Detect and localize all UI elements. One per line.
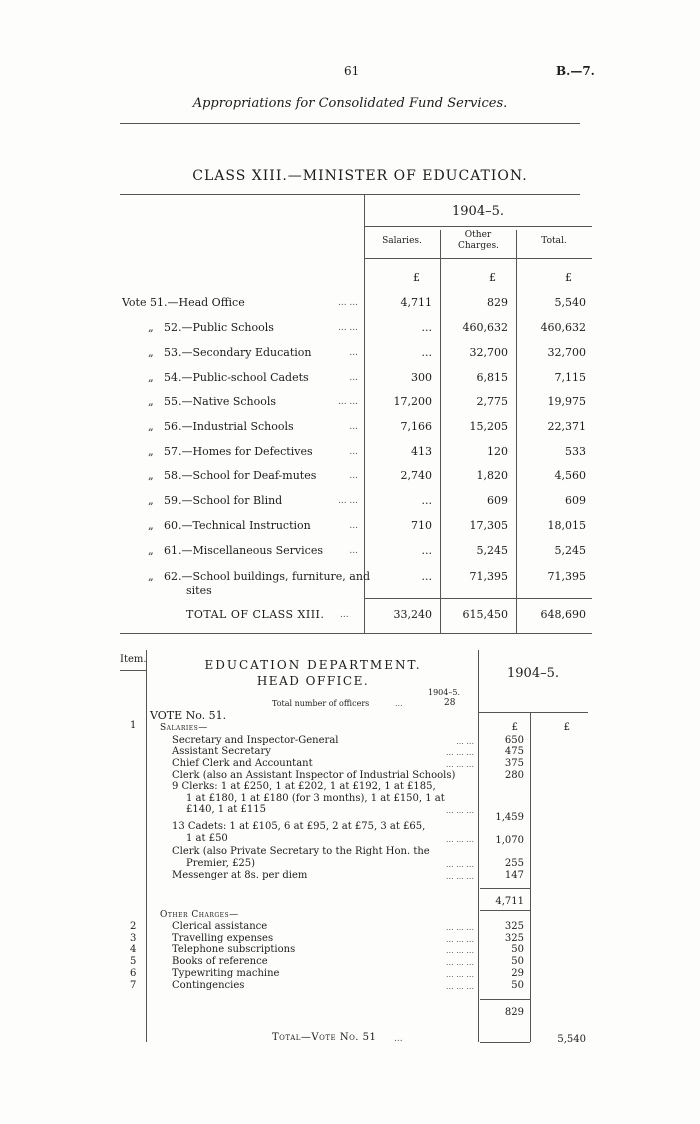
- leader-dots: ... ... ...: [446, 946, 474, 955]
- leader-dots: ... ... ...: [446, 835, 474, 844]
- other-cell: 120: [487, 445, 508, 458]
- total-amount-col-rule: [530, 712, 531, 1042]
- other-line: Travelling expenses: [172, 933, 274, 944]
- leader-dots: ... ... ...: [446, 923, 474, 932]
- item-number: 6: [130, 968, 137, 979]
- leader-dots: ...: [349, 546, 358, 556]
- other-cell: 32,700: [469, 346, 508, 359]
- salaries-subtotal: 4,711: [495, 896, 524, 907]
- leader-dots: ...: [394, 1034, 403, 1044]
- ditto-mark: „: [148, 494, 154, 507]
- other-cell: 1,820: [476, 469, 508, 482]
- salary-line: Messenger at 8s. per diem: [172, 870, 308, 881]
- vote-total: 5,540: [557, 1034, 586, 1045]
- other-amount: 325: [504, 921, 524, 932]
- other-amount: 50: [511, 980, 524, 991]
- class-title: CLASS XIII.—MINISTER OF EDUCATION.: [192, 168, 528, 184]
- table-left-rule: [364, 195, 365, 633]
- dept-subtitle: HEAD OFFICE.: [256, 674, 370, 688]
- ditto-mark: „: [148, 570, 154, 583]
- salaries-cell: ...: [421, 494, 432, 507]
- total-cell: 5,245: [554, 544, 586, 557]
- salaries-cell: 413: [411, 445, 432, 458]
- other-cell: 6,815: [476, 371, 508, 384]
- page-subtitle: Appropriations for Consolidated Fund Services.: [192, 96, 508, 111]
- ditto-mark: „: [148, 469, 154, 482]
- leader-dots: ... ...: [337, 298, 358, 308]
- total-cell: 22,371: [547, 420, 586, 433]
- other-line: Clerical assistance: [172, 921, 268, 932]
- total-other: 615,450: [462, 608, 508, 621]
- salary-amount: 1,070: [495, 835, 524, 846]
- leader-dots: ... ...: [337, 496, 358, 506]
- ditto-mark: „: [148, 519, 154, 532]
- salary-amount: 147: [504, 870, 524, 881]
- other-amount: 50: [511, 956, 524, 967]
- page-number: 61: [344, 64, 360, 78]
- col-salaries-header: Salaries.: [382, 236, 422, 246]
- salary-line: 13 Cadets: 1 at £105, 6 at £95, 2 at £75, 3 at £65,: [172, 821, 426, 832]
- header-rule: [120, 123, 580, 124]
- class-year: 1904–5.: [452, 204, 504, 219]
- salaries-cell: ...: [421, 570, 432, 583]
- leader-dots: ...: [349, 447, 358, 457]
- salaries-cell: 4,711: [400, 296, 432, 309]
- leader-dots: ...: [340, 610, 349, 620]
- col-other-header: Other Charges.: [458, 230, 499, 251]
- salaries-cell: ...: [421, 346, 432, 359]
- salary-amount: 1,459: [495, 812, 524, 823]
- salary-line: 9 Clerks: 1 at £250, 1 at £202, 1 at £192, 1 at £185,: [172, 781, 436, 792]
- item-header-rule: [120, 670, 146, 671]
- class-row-label: 55.—Native Schools: [164, 395, 277, 408]
- salaries-cell: 300: [411, 371, 432, 384]
- class-row-label: 61.—Miscellaneous Services: [164, 544, 323, 557]
- salary-amount: 375: [504, 758, 524, 769]
- salary-line: Chief Clerk and Accountant: [172, 758, 313, 769]
- leader-dots: ... ... ...: [446, 806, 474, 815]
- class-row-label-cont: sites: [186, 584, 212, 597]
- leader-dots: ...: [349, 373, 358, 383]
- ditto-mark: „: [148, 420, 154, 433]
- total-cell: 4,560: [554, 469, 586, 482]
- dept-year: 1904–5.: [507, 666, 559, 681]
- leader-dots: ...: [395, 699, 403, 708]
- class-row-label: 52.—Public Schools: [164, 321, 274, 334]
- salary-line: 1 at £180, 1 at £180 (for 3 months), 1 at £150, 1 at: [186, 793, 445, 804]
- col-total-header: Total.: [541, 236, 567, 246]
- leader-dots: ... ... ...: [446, 860, 474, 869]
- salary-line: £140, 1 at £115: [186, 804, 266, 815]
- salary-amount: 475: [504, 746, 524, 757]
- other-charges-heading: Other Charges—: [160, 910, 239, 920]
- total-total: 648,690: [540, 608, 586, 621]
- total-rule: [364, 598, 592, 599]
- col-header-rule: [364, 258, 592, 259]
- salary-line: Secretary and Inspector-General: [172, 735, 339, 746]
- class-row-label: 57.—Homes for Defectives: [164, 445, 313, 458]
- leader-dots: ... ... ...: [446, 872, 474, 881]
- other-cell: 460,632: [462, 321, 508, 334]
- other-cell: 17,305: [469, 519, 508, 532]
- leader-dots: ... ... ...: [446, 958, 474, 967]
- item-number: 3: [130, 933, 137, 944]
- class-row-label: 62.—School buildings, furniture, and: [164, 570, 370, 583]
- salaries-cell: 710: [411, 519, 432, 532]
- salary-amount: 255: [504, 858, 524, 869]
- ditto-mark: „: [148, 544, 154, 557]
- salaries-cell: ...: [421, 544, 432, 557]
- vote-total-rule: [480, 1042, 530, 1043]
- leader-dots: ... ...: [337, 323, 358, 333]
- salaries-cell: 17,200: [393, 395, 432, 408]
- officers-year: 1904–5.: [428, 688, 460, 697]
- dept-year-rule: [478, 712, 588, 713]
- leader-dots: ...: [349, 422, 358, 432]
- item-number: 4: [130, 944, 137, 955]
- other-amount: 29: [511, 968, 524, 979]
- other-cell: 15,205: [469, 420, 508, 433]
- other-line: Contingencies: [172, 980, 245, 991]
- salaries-cell: 7,166: [400, 420, 432, 433]
- other-amount: 325: [504, 933, 524, 944]
- total-cell: 533: [565, 445, 586, 458]
- leader-dots: ... ... ...: [446, 760, 474, 769]
- table-bottom-rule: [120, 633, 592, 634]
- item-number: 2: [130, 921, 137, 932]
- salary-amount: 280: [504, 770, 524, 781]
- salaries-subtotal-rule-2: [480, 910, 530, 911]
- other-line: Books of reference: [172, 956, 268, 967]
- ditto-mark: „: [148, 346, 154, 359]
- total-salaries: 33,240: [393, 608, 432, 621]
- year-rule: [364, 226, 592, 227]
- class-row-label: 53.—Secondary Education: [164, 346, 312, 359]
- other-amount: 50: [511, 944, 524, 955]
- total-cell: 609: [565, 494, 586, 507]
- total-cell: 7,115: [554, 371, 586, 384]
- salaries-subtotal-rule: [480, 888, 530, 889]
- page-code: B.—7.: [556, 64, 595, 78]
- salary-line: Assistant Secretary: [172, 746, 271, 757]
- currency-other: £: [489, 271, 496, 284]
- ditto-mark: „: [148, 371, 154, 384]
- salaries-cell: 2,740: [400, 469, 432, 482]
- other-subtotal-rule: [480, 999, 530, 1000]
- dept-title: EDUCATION DEPARTMENT.: [204, 658, 422, 672]
- ditto-mark: „: [148, 445, 154, 458]
- item-number: 1: [130, 720, 137, 731]
- other-line: Telephone subscriptions: [172, 944, 296, 955]
- other-cell: 71,395: [469, 570, 508, 583]
- class-row-label: 54.—Public-school Cadets: [164, 371, 309, 384]
- other-cell: 2,775: [476, 395, 508, 408]
- other-cell: 609: [487, 494, 508, 507]
- salary-line: 1 at £50: [186, 833, 228, 844]
- class-row-label: 59.—School for Blind: [164, 494, 283, 507]
- class-row-label: 60.—Technical Instruction: [164, 519, 311, 532]
- salaries-heading: Salaries—: [160, 723, 208, 733]
- officers-count: 28: [444, 698, 456, 708]
- salary-line: Clerk (also an Assistant Inspector of Industrial Schools): [172, 770, 456, 781]
- total-cell: 460,632: [540, 321, 586, 334]
- leader-dots: ... ...: [337, 397, 358, 407]
- total-cell: 71,395: [547, 570, 586, 583]
- class-row-label: 56.—Industrial Schools: [164, 420, 294, 433]
- vote-heading: VOTE No. 51.: [150, 709, 227, 722]
- officers-label: Total number of officers: [272, 699, 370, 708]
- item-number: 5: [130, 956, 137, 967]
- class-title-rule: [120, 194, 580, 195]
- vote-total-label: Total—Vote No. 51: [272, 1032, 377, 1043]
- leader-dots: ...: [349, 471, 358, 481]
- total-cell: 5,540: [554, 296, 586, 309]
- salaries-cell: ...: [421, 321, 432, 334]
- item-col-rule: [146, 650, 147, 1042]
- amount-currency: £: [511, 722, 518, 733]
- total-currency: £: [563, 722, 570, 733]
- other-cell: 829: [487, 296, 508, 309]
- item-header: Item.: [120, 654, 147, 665]
- ditto-mark: „: [148, 395, 154, 408]
- other-subtotal: 829: [504, 1007, 524, 1018]
- salary-amount: 650: [504, 735, 524, 746]
- currency-total: £: [565, 271, 572, 284]
- other-line: Typewriting machine: [172, 968, 280, 979]
- salary-line: Clerk (also Private Secretary to the Right Hon. the: [172, 846, 430, 857]
- total-cell: 18,015: [547, 519, 586, 532]
- leader-dots: ...: [349, 348, 358, 358]
- class-row-label: Vote 51.—Head Office: [122, 296, 245, 309]
- item-number: 7: [130, 980, 137, 991]
- leader-dots: ... ...: [456, 737, 474, 746]
- leader-dots: ... ... ...: [446, 970, 474, 979]
- class-row-label: 58.—School for Deaf-mutes: [164, 469, 317, 482]
- leader-dots: ... ... ...: [446, 982, 474, 991]
- salary-line: Premier, £25): [186, 858, 256, 869]
- ditto-mark: „: [148, 321, 154, 334]
- leader-dots: ... ... ...: [446, 935, 474, 944]
- class-total-label: TOTAL OF CLASS XIII.: [186, 608, 325, 621]
- total-cell: 32,700: [547, 346, 586, 359]
- other-cell: 5,245: [476, 544, 508, 557]
- currency-salaries: £: [413, 271, 420, 284]
- total-cell: 19,975: [547, 395, 586, 408]
- leader-dots: ... ... ...: [446, 748, 474, 757]
- leader-dots: ...: [349, 521, 358, 531]
